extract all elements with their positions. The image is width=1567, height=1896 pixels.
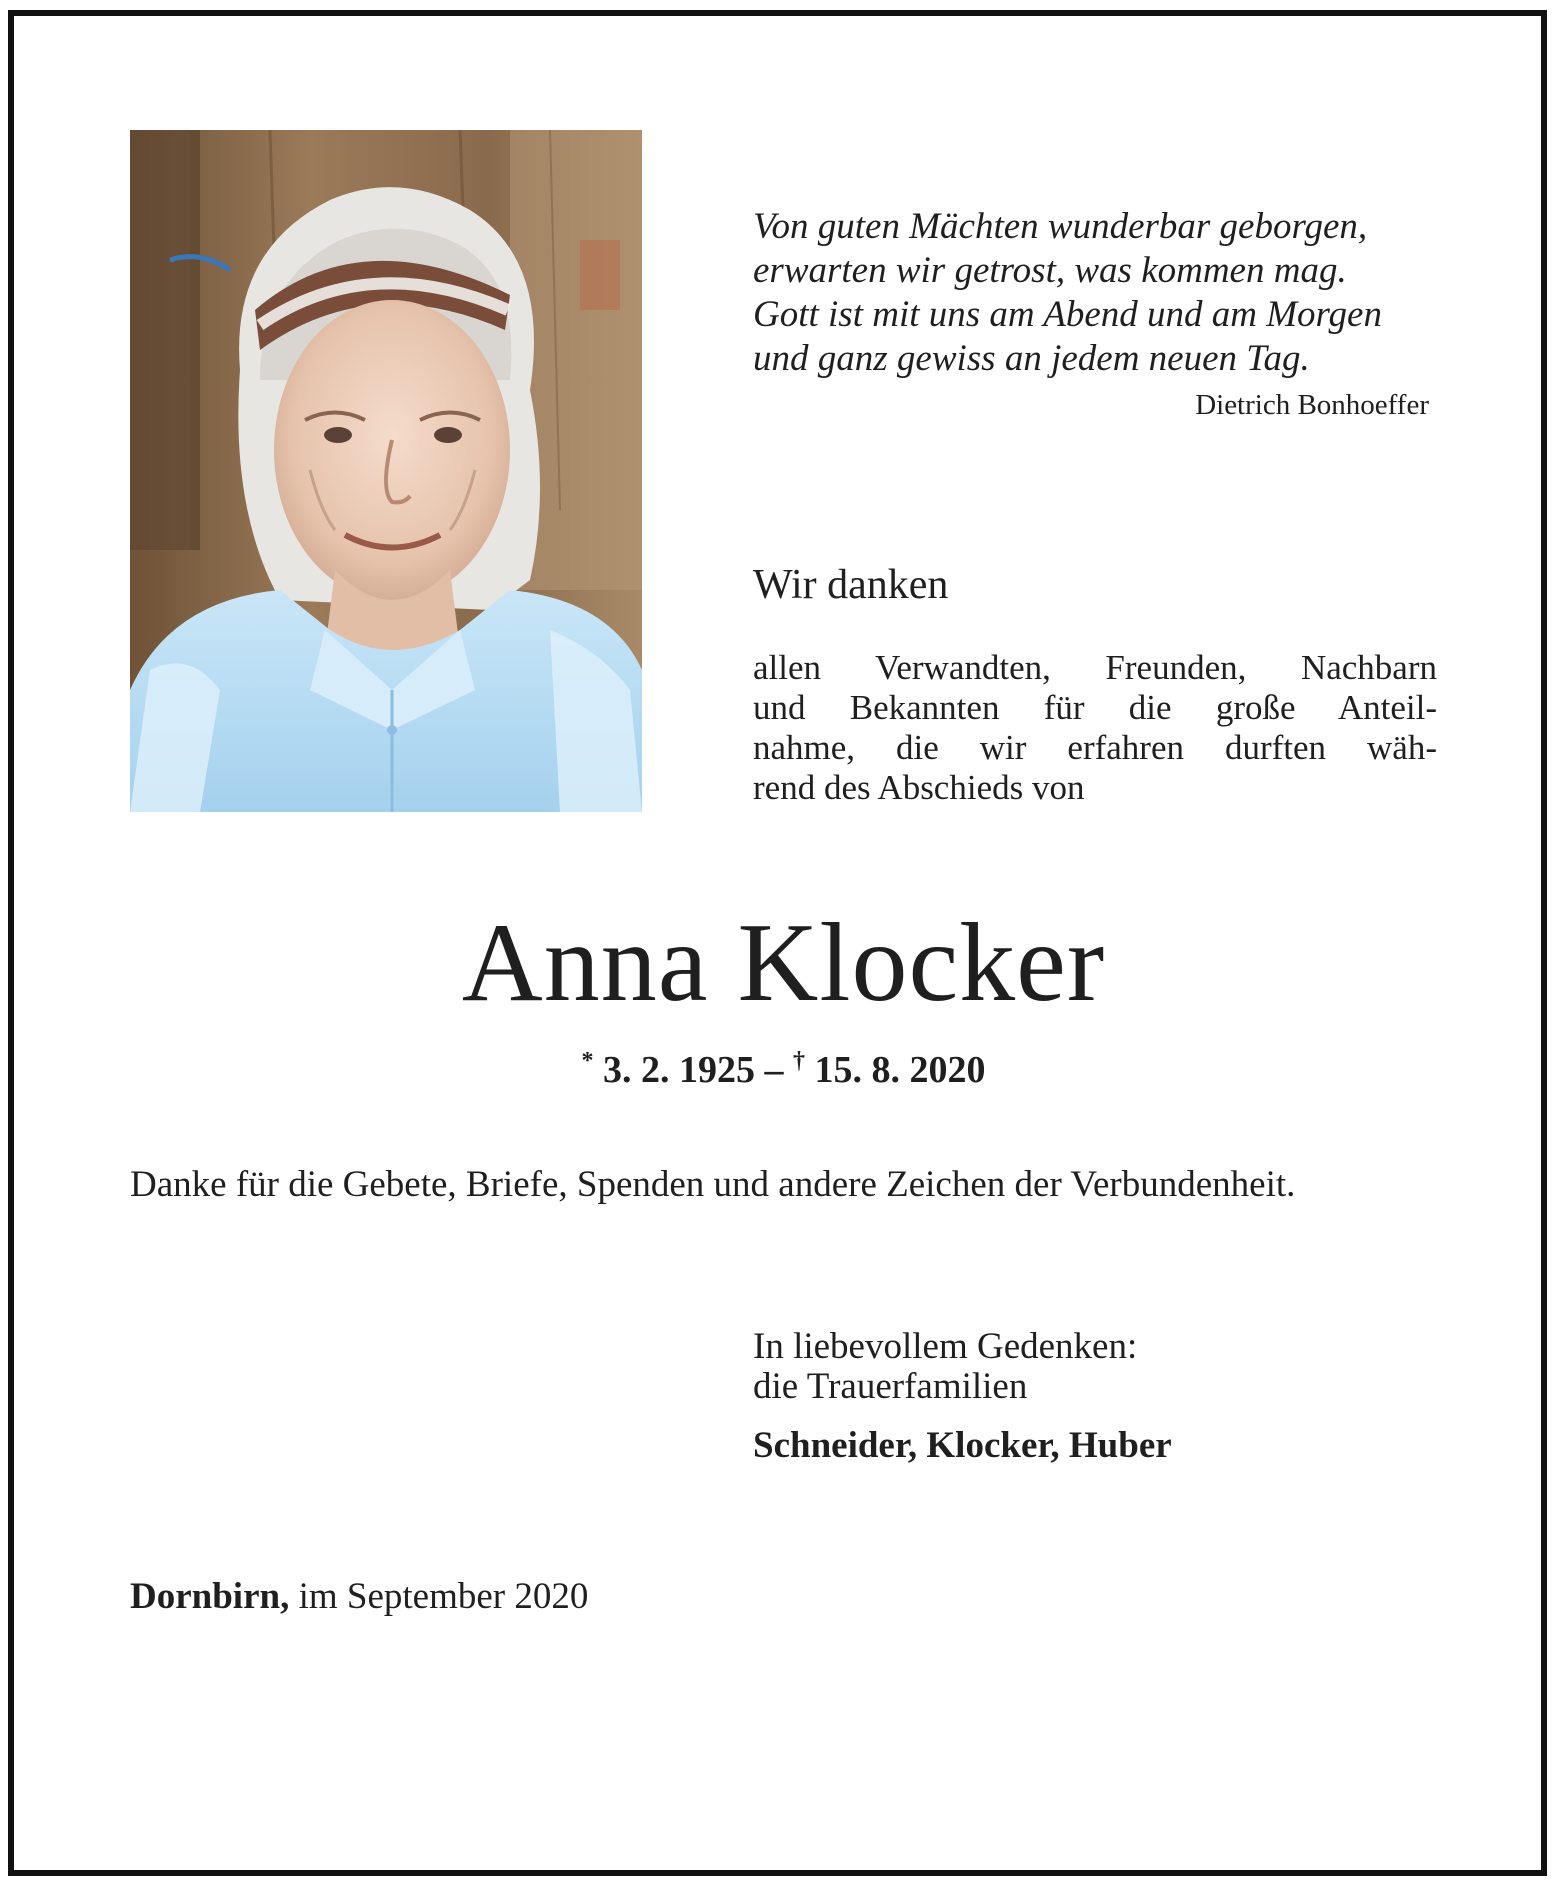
bonhoeffer-quote [753,205,1453,381]
closing-line-1: In liebevollem Gedenken: [753,1326,1138,1367]
thanks-line: rend des Abschieds von [753,768,1085,807]
death-date: 15. 8. 2020 [814,1049,986,1091]
thanks-line: und Bekannten für die große Anteil- [753,688,1437,727]
quote-line: Gott ist mit uns am Abend und am Morgen [753,294,1382,335]
quote-author: Dietrich Bonhoeffer [1195,389,1429,421]
date: im September 2020 [298,1576,589,1617]
birth-symbol: * [581,1048,594,1074]
place: Dornbirn, [130,1576,290,1617]
thanks-body [753,648,1437,808]
quote-line: und ganz gewiss an jedem neuen Tag. [753,338,1310,379]
death-symbol: † [793,1048,805,1074]
family-names: Schneider, Klocker, Huber [753,1425,1172,1466]
date-separator: – [764,1049,784,1091]
life-dates [0,1036,1567,1095]
quote-line: Von guten Mächten wunderbar geborgen, [753,206,1368,247]
thanks-line: allen Verwandten, Freunden, Nachbarn [753,648,1437,687]
closing-line-2: die Trauerfamilien [753,1366,1028,1407]
portrait-photo [130,130,642,812]
quote-line: erwarten wir getrost, was kommen mag. [753,250,1347,291]
birth-date: 3. 2. 1925 [603,1049,755,1091]
portrait-illustration [130,130,642,812]
place-date [130,1572,588,1622]
thanks-heading: Wir danken [753,562,949,608]
deceased-name: Anna Klocker [461,901,1106,1025]
thanks-line: nahme, die wir erfahren durften wäh- [753,728,1437,767]
gratitude-text: Danke für die Gebete, Briefe, Spenden und andere Zeichen der Verbundenheit. [130,1164,1296,1205]
closing-block [753,1327,1137,1407]
